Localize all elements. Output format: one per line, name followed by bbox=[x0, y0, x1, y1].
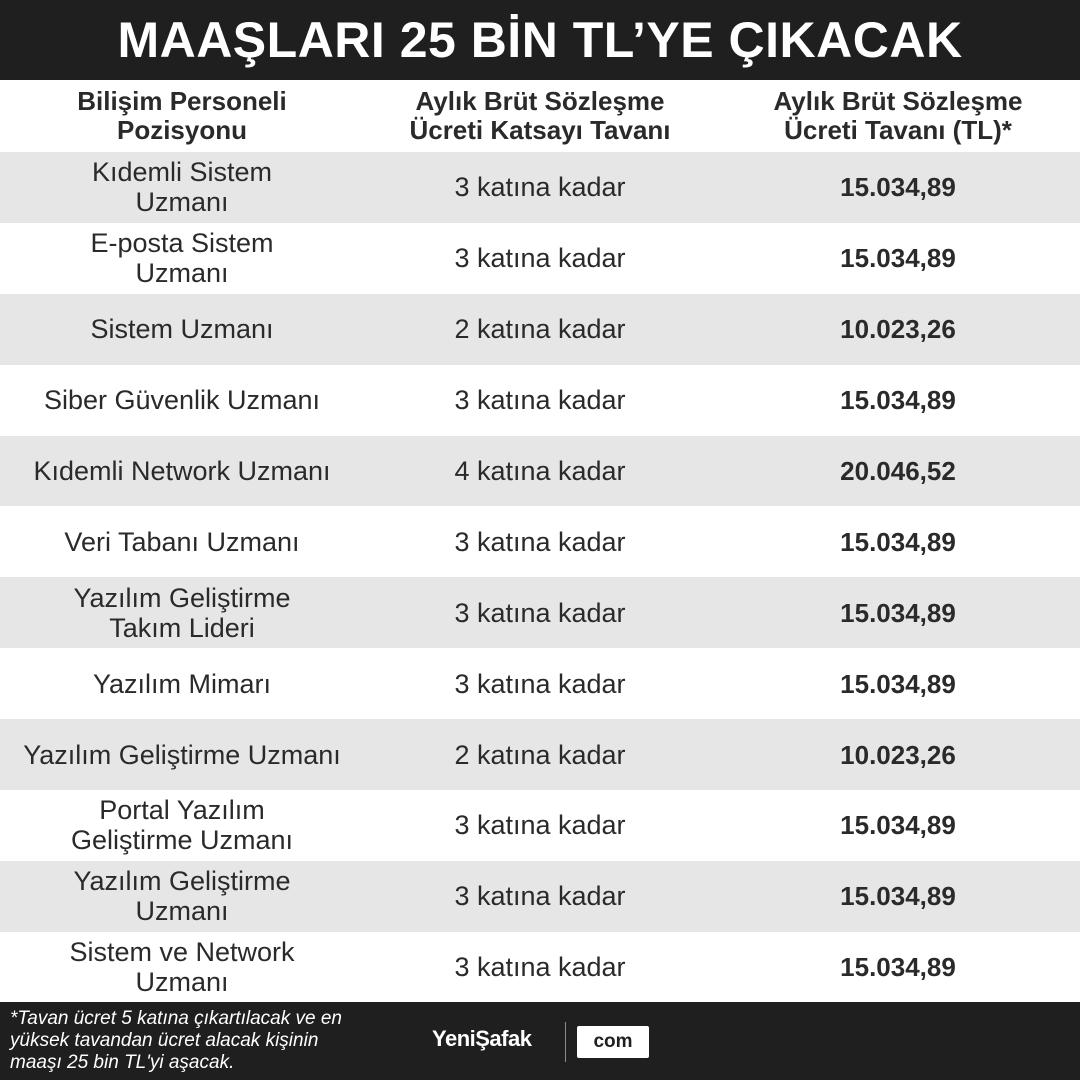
table-row bbox=[0, 506, 1080, 577]
cell-position: Kıdemli Network Uzmanı bbox=[33, 456, 331, 486]
cell-ceiling: 15.034,89 bbox=[840, 810, 956, 841]
table-header bbox=[0, 80, 1080, 152]
column-header-coefficient: Aylık Brüt Sözleşme Ücreti Katsayı Tavanı bbox=[409, 86, 671, 145]
cell-ceiling: 15.034,89 bbox=[840, 952, 956, 983]
table-row bbox=[0, 790, 1080, 861]
cell-coefficient: 2 katına kadar bbox=[454, 314, 626, 345]
cell-ceiling: 15.034,89 bbox=[840, 881, 956, 912]
table-row bbox=[0, 436, 1080, 507]
cell-position: Yazılım Geliştirme Uzmanı bbox=[23, 739, 341, 770]
footnote: *Tavan ücret 5 katına çıkartılacak ve en yüksek tavandan ücret alacak kişinin maaşı 25 bin TL'yi aşacak. bbox=[10, 1008, 342, 1073]
cell-coefficient: 3 katına kadar bbox=[454, 881, 626, 912]
cell-coefficient: 3 katına kadar bbox=[454, 172, 626, 203]
cell-coefficient: 3 katına kadar bbox=[454, 385, 626, 416]
cell-position: E-posta Sistem Uzmanı bbox=[90, 228, 274, 289]
table-row bbox=[0, 648, 1080, 719]
table-row bbox=[0, 577, 1080, 648]
column-header-position: Bilişim Personeli Pozisyonu bbox=[77, 86, 287, 145]
cell-ceiling: 10.023,26 bbox=[840, 739, 956, 770]
brand-logo: YeniŞafak bbox=[432, 1026, 532, 1051]
cell-ceiling: 15.034,89 bbox=[840, 385, 956, 416]
cell-position: Kıdemli Sistem Uzmanı bbox=[91, 157, 273, 218]
cell-coefficient: 3 katına kadar bbox=[454, 952, 626, 983]
table-row bbox=[0, 932, 1080, 1003]
cell-coefficient: 3 katına kadar bbox=[454, 668, 626, 699]
cell-position: Sistem Uzmanı bbox=[90, 314, 274, 345]
table-row bbox=[0, 223, 1080, 294]
cell-coefficient: 4 katına kadar bbox=[454, 456, 626, 486]
cell-position: Yazılım Mimarı bbox=[92, 668, 271, 699]
page-title: MAAŞLARI 25 BİN TL’YE ÇIKACAK bbox=[117, 12, 963, 68]
title-banner bbox=[0, 0, 1080, 80]
cell-position: Portal Yazılım Geliştirme Uzmanı bbox=[70, 795, 294, 856]
cell-coefficient: 3 katına kadar bbox=[454, 810, 626, 841]
cell-coefficient: 3 katına kadar bbox=[454, 243, 626, 274]
table-row bbox=[0, 365, 1080, 436]
table-body bbox=[0, 152, 1080, 1003]
table-row bbox=[0, 719, 1080, 790]
cell-position: Sistem ve Network Uzmanı bbox=[69, 937, 295, 998]
cell-ceiling: 10.023,26 bbox=[840, 314, 956, 345]
table-row bbox=[0, 152, 1080, 223]
brand-divider bbox=[565, 1022, 566, 1062]
cell-position: Yazılım Geliştirme Uzmanı bbox=[73, 866, 291, 927]
cell-ceiling: 15.034,89 bbox=[840, 668, 956, 699]
brand-com-badge: com bbox=[577, 1026, 649, 1058]
cell-coefficient: 2 katına kadar bbox=[454, 739, 626, 770]
footer bbox=[0, 1002, 1080, 1080]
cell-position: Siber Güvenlik Uzmanı bbox=[43, 385, 321, 416]
cell-coefficient: 3 katına kadar bbox=[454, 597, 626, 628]
column-header-ceiling: Aylık Brüt Sözleşme Ücreti Tavanı (TL)* bbox=[773, 86, 1023, 145]
cell-ceiling: 20.046,52 bbox=[840, 456, 956, 486]
cell-position: Veri Tabanı Uzmanı bbox=[64, 526, 300, 557]
cell-ceiling: 15.034,89 bbox=[840, 172, 956, 203]
table-row bbox=[0, 294, 1080, 365]
cell-ceiling: 15.034,89 bbox=[840, 243, 956, 274]
cell-ceiling: 15.034,89 bbox=[840, 526, 956, 557]
cell-coefficient: 3 katına kadar bbox=[454, 526, 626, 557]
table-row bbox=[0, 861, 1080, 932]
cell-position: Yazılım Geliştirme Takım Lideri bbox=[73, 582, 291, 643]
cell-ceiling: 15.034,89 bbox=[840, 597, 956, 628]
